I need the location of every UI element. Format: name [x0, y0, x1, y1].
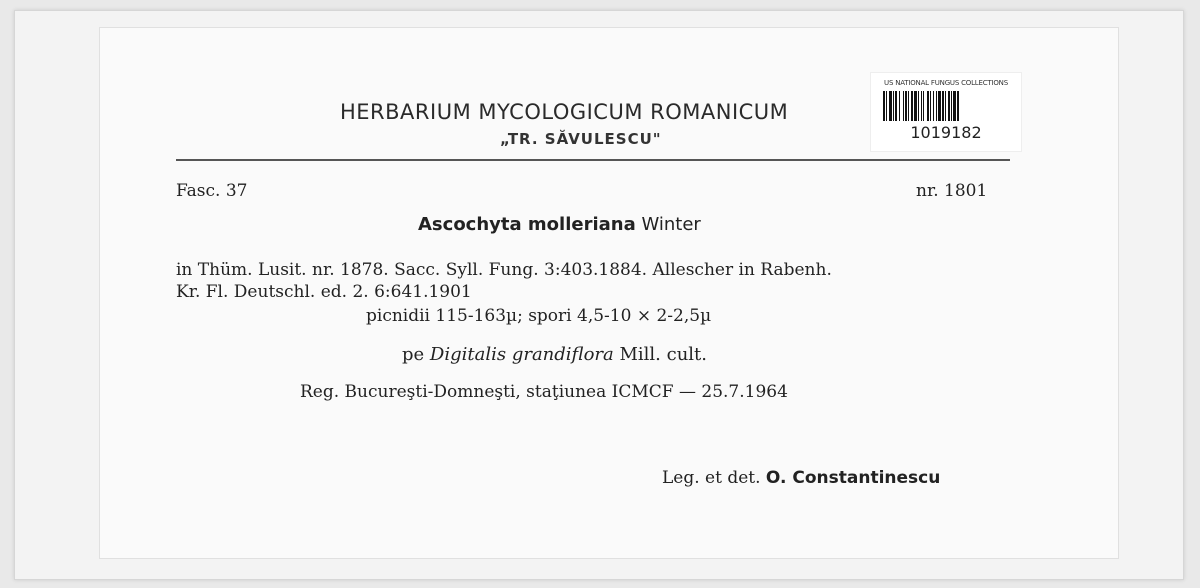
barcode-number: 1019182: [910, 123, 982, 142]
collector-prefix: Leg. et det.: [662, 468, 761, 488]
host-name: Digitalis grandiflora: [429, 344, 614, 365]
envelope: [14, 10, 1184, 580]
measurements: picnidii 115-163µ; spori 4,5-10 × 2-2,5µ: [366, 306, 712, 326]
barcode-caption: US NATIONAL FUNGUS COLLECTIONS: [884, 79, 1008, 87]
species-author: Winter: [641, 214, 701, 235]
host-suffix: Mill. cult.: [619, 344, 708, 365]
host-line: [402, 344, 707, 365]
reference-line-1: in Thüm. Lusit. nr. 1878. Sacc. Syll. Fung. 3:403.1884. Allescher in Rabenh.: [176, 260, 832, 280]
herbarium-subtitle: „TR. SĂVULESCU": [500, 130, 662, 148]
header-divider: [176, 159, 1010, 161]
barcode-icon: [883, 91, 1009, 121]
collector-name: O. Constantinescu: [765, 468, 941, 488]
host-prefix: pe: [402, 344, 425, 365]
locality: Reg. Bucureşti-Domneşti, staţiunea ICMCF — 25.7.1964: [300, 382, 788, 402]
specimen-number: nr. 1801: [916, 181, 988, 201]
fascicle-number: Fasc. 37: [176, 181, 248, 201]
collector-line: [662, 468, 940, 488]
specimen-label: [99, 27, 1119, 559]
species-name: Ascochyta molleriana: [418, 214, 636, 235]
barcode-label: [870, 72, 1022, 152]
reference-line-2: Kr. Fl. Deutschl. ed. 2. 6:641.1901: [176, 282, 472, 302]
herbarium-title: HERBARIUM MYCOLOGICUM ROMANICUM: [340, 100, 789, 124]
species-line: [418, 214, 701, 235]
